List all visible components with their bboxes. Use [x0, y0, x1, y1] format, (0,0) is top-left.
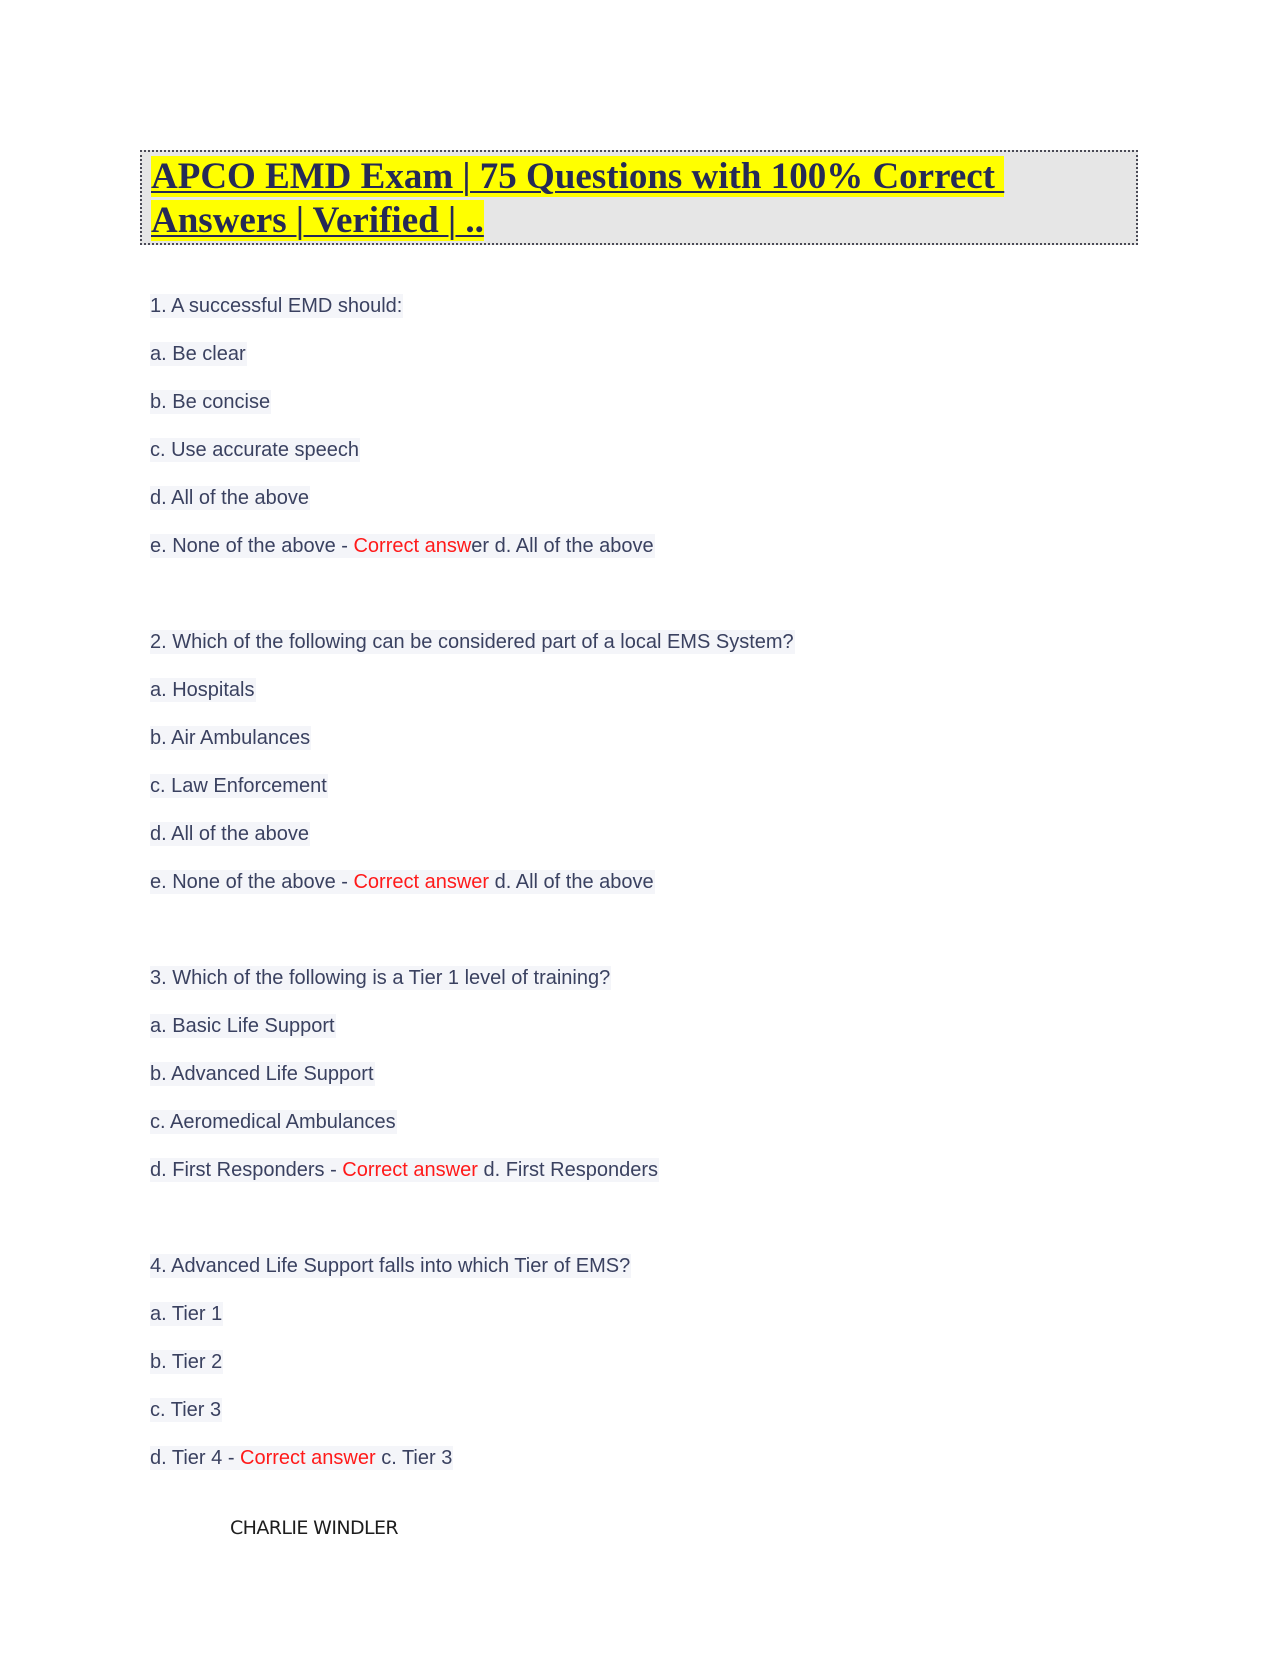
correct-answer-label-tail: er	[471, 535, 490, 557]
correct-answer-label: Correct answer	[240, 1447, 376, 1469]
question-2-text: 2. Which of the following can be considered part of a local EMS System?	[150, 631, 794, 653]
correct-answer-value: c. Tier 3	[375, 1447, 453, 1469]
question-1-option-b: b. Be concise	[150, 391, 271, 413]
answer-prefix: d. Tier 4 -	[150, 1447, 241, 1469]
correct-answer-value: d. First Responders	[477, 1159, 658, 1181]
title-highlight: Answers | Verified | ..	[151, 200, 484, 241]
answer-prefix: d. First Responders -	[150, 1159, 343, 1181]
question-2-option-c: c. Law Enforcement	[150, 775, 327, 797]
correct-answer-label: Correct answer	[342, 1159, 478, 1181]
question-3-option-a: a. Basic Life Support	[150, 1015, 335, 1037]
question-3-answer-line	[150, 1158, 659, 1182]
question-2-answer-line	[150, 870, 655, 894]
question-4-option-a: a. Tier 1	[150, 1303, 223, 1325]
title-box	[140, 150, 1138, 245]
question-4-answer-line	[150, 1446, 453, 1470]
answer-prefix: e. None of the above -	[150, 871, 354, 893]
question-2-option-d: d. All of the above	[150, 823, 310, 845]
footer-author: CHARLIE WINDLER	[230, 1517, 399, 1539]
question-1-option-a: a. Be clear	[150, 343, 246, 365]
question-1-option-c: c. Use accurate speech	[150, 439, 359, 461]
question-1-answer-line	[150, 534, 655, 558]
question-2-option-b: b. Air Ambulances	[150, 727, 311, 749]
question-1-text: 1. A successful EMD should:	[150, 295, 403, 317]
correct-answer-value: d. All of the above	[489, 871, 654, 893]
question-2-option-a: a. Hospitals	[150, 679, 255, 701]
page-title-line-2	[151, 200, 484, 242]
answer-prefix: e. None of the above -	[150, 535, 354, 557]
question-3-option-c: c. Aeromedical Ambulances	[150, 1111, 396, 1133]
question-4-option-c: c. Tier 3	[150, 1399, 222, 1421]
question-4-option-b: b. Tier 2	[150, 1351, 223, 1373]
title-highlight: APCO EMD Exam | 75 Questions with 100% Correct	[151, 156, 1005, 197]
correct-answer-label: Correct answ	[353, 535, 472, 557]
question-1-option-d: d. All of the above	[150, 487, 310, 509]
question-3-option-b: b. Advanced Life Support	[150, 1063, 374, 1085]
page-title-line-1	[151, 156, 1004, 198]
question-4-text: 4. Advanced Life Support falls into which Tier of EMS?	[150, 1255, 631, 1277]
question-3-text: 3. Which of the following is a Tier 1 level of training?	[150, 967, 611, 989]
correct-answer-value: d. All of the above	[489, 535, 654, 557]
correct-answer-label: Correct answer	[353, 871, 490, 893]
